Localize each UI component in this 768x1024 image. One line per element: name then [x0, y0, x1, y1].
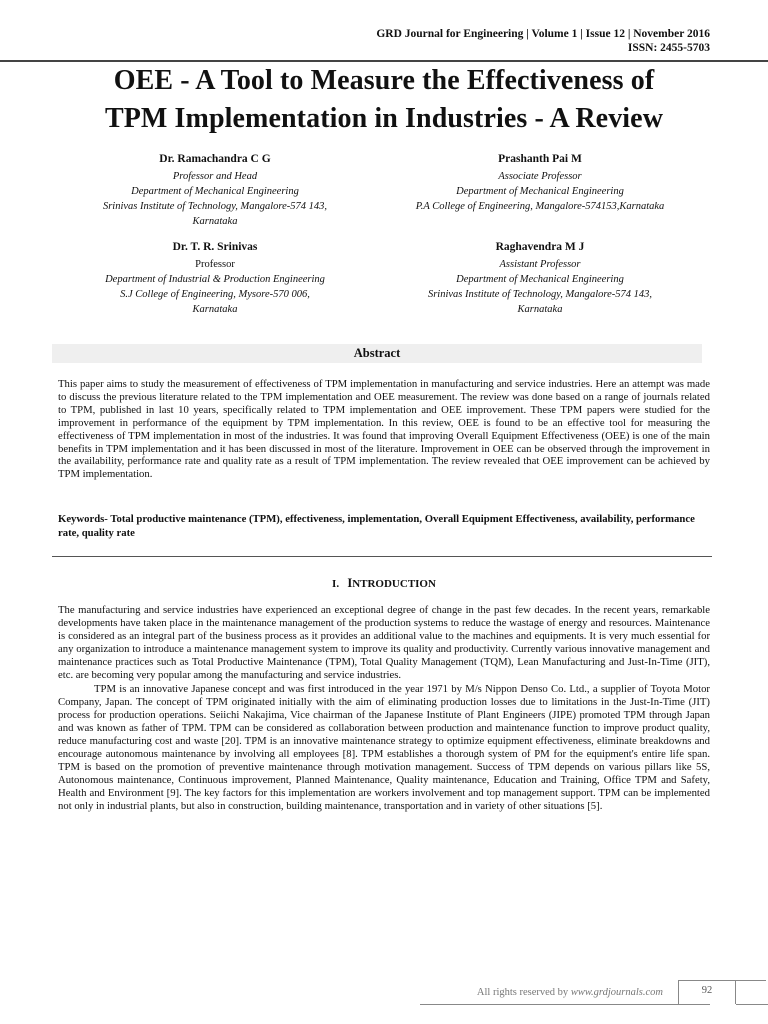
author-block-4 — [385, 240, 695, 317]
section-number: I. — [332, 578, 340, 590]
footer-rule — [420, 1004, 710, 1005]
title-line-2: TPM Implementation in Industries - A Review — [104, 103, 664, 134]
abstract-text: This paper aims to study the measurement of effectiveness of TPM implementation in manufacturing and service industries. Here an attempt was made to discuss the previous literature related to the TPM implementation and OEE measurement. The review was done based on a range of journals related to TPM, published in last 10 years, specifically related to TPM implementation and OEE improvement. These TPM papers were studied for the improvement in performance of the equipment by TPM implementation. In this review, OEE is found to be an effective tool for measuring the effectiveness of TPM implementation in most of the industries. It was found that improving Overall Equipment Effectiveness (OEE) is one of the main benefits in TPM implementation and it has been discussed in most of the literature. Improvement in OEE can be observed through the improvement in the availability, performance rate and quality rate as a result of TPM implementation. The review revealed that OEE improvement can be achieved by TPM implementation. — [58, 378, 710, 481]
author-name: Raghavendra M J — [495, 241, 585, 253]
paragraph: TPM is an innovative Japanese concept and was first introduced in the year 1971 by M/s Nippon Denso Co. Ltd., a supplier of Toyota Motor Company, Japan. The concept of TPM originated initially with the aim of eliminating production losses due to limitations in the Just-In-Time (JIT) process for production operations. Seiichi Nakajima, Vice chairman of the Japanese Institute of Plant Engineers (JIPE) promoted TPM through Japan and was known as father of TPM. TPM can be considered as collaboration between production and maintenance function to improve product quality, reduce manufacturing cost and waste [20]. TPM is an innovative maintenance strategy to optimize equipment effectiveness, eliminate breakdowns and encourage autonomous maintenance by involving all employees [8]. TPM establishes a thorough system of PM for the equipment's entire life span. TPM is based on the promotion of preventive maintenance through motivation management. Success of TPM depends on various pillars like 5S, Autonomous maintenance, Continuous improvement, Planned Maintenance, Quality maintenance, Education and Training, Office TPM and Safety, Health and Environment [9]. The key factors for this implementation are workers involvement and top management support. TPM can be implemented not only in industrial plants, but also in construction, building maintenance, transportation and in variety of other situations [5]. — [58, 682, 710, 813]
footer-rule-bottom — [736, 1004, 768, 1005]
journal-header — [376, 27, 710, 55]
author-dept: Department of Industrial & Production Engineering — [105, 274, 325, 285]
paper-title — [20, 62, 748, 138]
author-dept: Department of Mechanical Engineering — [131, 186, 299, 197]
footer-site-link[interactable]: www.grdjournals.com — [570, 987, 663, 998]
author-dept: Department of Mechanical Engineering — [456, 186, 624, 197]
author-inst: Srinivas Institute of Technology, Mangalore-574 143, — [427, 289, 653, 300]
journal-line: GRD Journal for Engineering | Volume 1 | Issue 12 | November 2016 — [376, 28, 710, 40]
introduction-body — [58, 604, 710, 814]
rights-text: All rights reserved by — [476, 987, 569, 998]
section-title-rest: NTRODUCTION — [352, 578, 436, 590]
author-block-1 — [70, 152, 360, 229]
section-heading — [0, 576, 768, 591]
keywords: Keywords- Total productive maintenance (TPM), effectiveness, implementation, Overall Equipment Effectiveness, availability, performance rate, quality rate — [58, 513, 695, 539]
author-inst: S.J College of Engineering, Mysore-570 006, — [120, 289, 310, 300]
author-inst-cont: Karnataka — [517, 304, 563, 315]
author-inst-cont: Karnataka — [192, 216, 238, 227]
abstract-heading: Abstract — [52, 344, 702, 363]
author-name: Dr. T. R. Srinivas — [172, 241, 258, 253]
section-first-letter: I — [347, 576, 353, 590]
title-line-1: OEE - A Tool to Measure the Effectiveness of — [113, 65, 655, 96]
author-role: Professor — [195, 259, 235, 270]
issn: ISSN: 2455-5703 — [627, 42, 710, 54]
author-role: Assistant Professor — [499, 259, 581, 270]
author-dept: Department of Mechanical Engineering — [456, 274, 624, 285]
footer-rights — [477, 987, 663, 998]
author-role: Associate Professor — [498, 171, 582, 182]
author-role: Professor and Head — [172, 171, 258, 182]
section-divider — [52, 556, 712, 557]
footer-rule-top — [736, 980, 766, 981]
paragraph: The manufacturing and service industries have experienced an exceptional degree of change in the past few decades. In the recent years, remarkable developments have taken place in the maintenance management of the production systems to reduce the wastage of energy and resources. Maintenance is considered as an integral part of the business process as it provides an additional value to the machines and equipments. It is very much essential for any organization to introduce a maintenance management system to improve its quality and productivity. Currently various innovative management and maintenance practices such as Total Productive Maintenance (TPM), Total Quality Management (TQM), Lean Manufacturing and Just-In-Time (JIT), etc. are becoming very popular among the manufacturing and service industries. — [58, 604, 710, 682]
author-inst: P.A College of Engineering, Mangalore-574153,Karnataka — [415, 201, 665, 212]
author-name: Dr. Ramachandra C G — [159, 153, 271, 165]
author-name: Prashanth Pai M — [498, 153, 582, 165]
page-number: 92 — [701, 985, 713, 996]
author-block-3 — [70, 240, 360, 317]
author-inst-cont: Karnataka — [192, 304, 238, 315]
author-inst: Srinivas Institute of Technology, Mangalore-574 143, — [102, 201, 328, 212]
author-block-2 — [385, 152, 695, 214]
